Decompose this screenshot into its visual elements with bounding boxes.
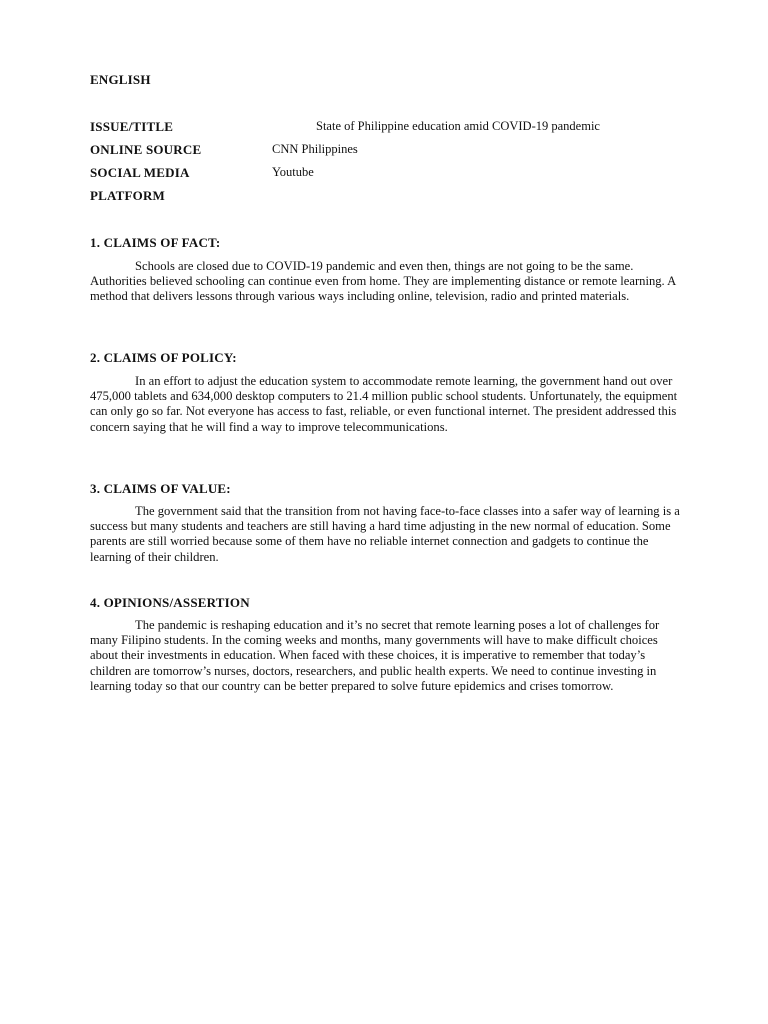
section-title-claims-of-policy: 2. CLAIMS OF POLICY: — [90, 350, 237, 365]
meta-row-platform — [90, 188, 690, 206]
meta-value: Youtube — [272, 165, 314, 179]
section-body-claims-of-policy: In an effort to adjust the education system to accommodate remote learning, the government hand out over 475,000 tablets and 634,000 desktop computers to 21.4 million public school students. Unfortunately, the equipment can only go so far. Not everyone has access to fast, reliable, or even functional internet. The president addressed this concern saying that he will find a way to improve telecommunications. — [90, 374, 678, 434]
section-title-claims-of-value: 3. CLAIMS OF VALUE: — [90, 481, 231, 496]
section-title-opinions-assertion: 4. OPINIONS/ASSERTION — [90, 595, 250, 610]
section-body-claims-of-value: The government said that the transition from not having face-to-face classes into a safer way of learning is a success but many students and teachers are still having a hard time adjusting in the new normal of education. Some parents are still worried because some of them have no reliable internet connection and gadgets to continue the learning of their children. — [90, 504, 680, 564]
meta-label: ISSUE/TITLE — [90, 119, 174, 134]
section-body-claims-of-fact: Schools are closed due to COVID-19 pandemic and even then, things are not going to be the same. Authorities believed schooling can continue even from home. They are implementing distance or remote learning. A method that delivers lessons through various ways including online, television, radio and printed materials. — [90, 259, 676, 304]
meta-label: ONLINE SOURCE — [90, 142, 202, 157]
meta-row-social-media — [90, 165, 690, 183]
meta-label: PLATFORM — [90, 188, 166, 203]
subject-heading: ENGLISH — [90, 72, 151, 87]
meta-value: CNN Philippines — [272, 142, 358, 156]
meta-row-issue-title — [90, 119, 690, 137]
meta-value: State of Philippine education amid COVID-19 pandemic — [316, 119, 600, 133]
meta-label: SOCIAL MEDIA — [90, 165, 190, 180]
section-body-opinions-assertion: The pandemic is reshaping education and it’s no secret that remote learning poses a lot of challenges for many Filipino students. In the coming weeks and months, many governments will have to make difficult choices about their investments in education. When faced with these choices, it is imperative to remember that today’s children are tomorrow’s nurses, doctors, researchers, and public health experts. We need to continue investing in learning today so that our country can be better prepared to solve future epidemics and crises tomorrow. — [90, 618, 660, 693]
section-title-claims-of-fact: 1. CLAIMS OF FACT: — [90, 235, 221, 250]
meta-row-online-source — [90, 142, 690, 160]
